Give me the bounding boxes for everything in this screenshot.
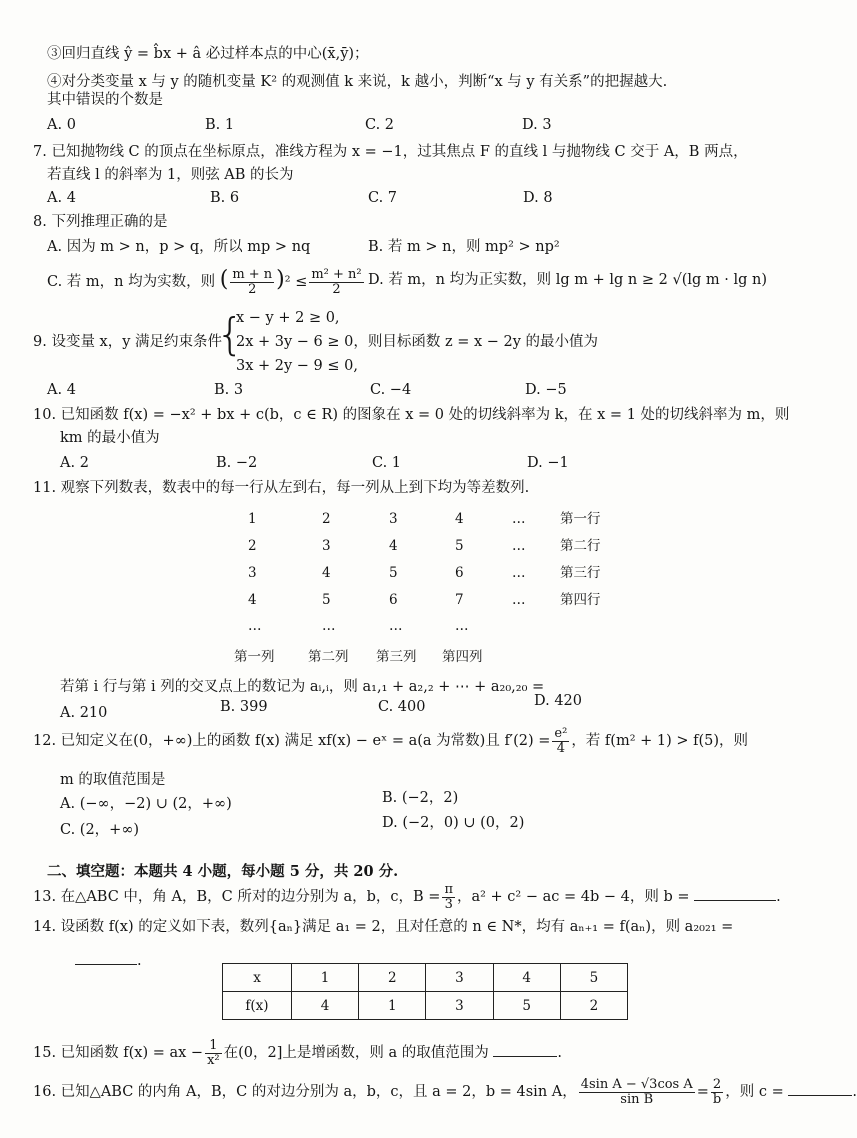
q8-c-right-paren: ) — [276, 267, 285, 292]
q12-frac-den: 4 — [556, 740, 565, 756]
grid-number: … — [322, 618, 336, 634]
q8-option-b: B. 若 m > n，则 mp² > np² — [368, 239, 560, 255]
q6-item3: ③回归直线 ŷ = b̂x + â 必过样本点的中心(x̄,ȳ)； — [47, 46, 369, 62]
table-cell: 4 — [292, 992, 359, 1020]
q7-option-d: D. 8 — [523, 190, 553, 206]
q16-text-post: ，则 c = — [725, 1084, 784, 1100]
q8-option-c — [47, 262, 366, 300]
table-cell: 5 — [560, 964, 627, 992]
row-label: 第二行 — [560, 538, 601, 554]
q14-end: . — [137, 953, 142, 969]
q11-option-a: A. 210 — [60, 705, 108, 721]
table-cell: 3 — [426, 992, 493, 1020]
q12-option-c: C. (2，+∞) — [60, 822, 140, 838]
q7-option-c: C. 7 — [368, 190, 398, 206]
q8-c-text: C. 若 m，n 均为实数，则 — [47, 274, 216, 290]
q15-answer-blank[interactable] — [493, 1042, 557, 1057]
q15-frac-num: 1 — [205, 1039, 222, 1054]
grid-number: 1 — [248, 511, 257, 527]
q15-text-pre: 15. 已知函数 f(x) = ax − — [33, 1045, 204, 1061]
row-label: 第一行 — [560, 511, 601, 527]
grid-number: 5 — [322, 592, 331, 608]
row-label: 第三行 — [560, 565, 601, 581]
q8-c-rhs-num: m² + n² — [311, 266, 362, 282]
q11-ask: 若第 i 行与第 i 列的交叉点上的数记为 aᵢ,ᵢ，则 a₁,₁ + a₂,₂ + ⋯ + a₂₀,₂₀ = — [60, 679, 545, 695]
q9-constraint-1: x − y + 2 ≥ 0, — [236, 310, 340, 326]
q12-line1 — [33, 724, 748, 758]
q8-c-rhs-den: 2 — [332, 281, 341, 297]
q11-option-b: B. 399 — [220, 699, 268, 715]
table-row-fx — [223, 992, 628, 1020]
col-label-2: 第二列 — [308, 649, 349, 665]
q10-line1: 10. 已知函数 f(x) = −x² + bx + c(b，c ∈ R) 的图象在 x = 0 处的切线斜率为 k，在 x = 1 处的切线斜率为 m，则 — [33, 407, 790, 423]
system-brace: { — [216, 309, 244, 360]
q16-line — [33, 1074, 857, 1110]
q8-option-d: D. 若 m，n 均为正实数，则 lg m + lg n ≥ 2 √(lg m · lg n) — [368, 272, 767, 288]
grid-number: 3 — [322, 538, 331, 554]
q14-answer-blank[interactable] — [75, 950, 137, 965]
grid-number: … — [512, 511, 526, 527]
grid-number: … — [455, 618, 469, 634]
table-row-x — [223, 964, 628, 992]
q12-fraction — [552, 727, 569, 756]
q16-eq: = — [696, 1084, 709, 1100]
table-cell: 4 — [493, 964, 560, 992]
q10-option-d: D. −1 — [527, 455, 569, 471]
q16-frac2-num: 2 — [711, 1078, 723, 1093]
q7-line2: 若直线 l 的斜率为 1，则弦 AB 的长为 — [47, 167, 294, 183]
grid-number: 2 — [248, 538, 257, 554]
table-cell: 1 — [359, 992, 426, 1020]
q10-option-b: B. −2 — [216, 455, 258, 471]
q6-stem: 其中错误的个数是 — [47, 92, 163, 108]
q6-option-c: C. 2 — [365, 117, 395, 133]
q6-option-d: D. 3 — [522, 117, 552, 133]
q9-option-c: C. −4 — [370, 382, 412, 398]
q8-stem: 8. 下列推理正确的是 — [33, 214, 168, 230]
q16-frac2-den: b — [712, 1091, 722, 1107]
q10-option-c: C. 1 — [372, 455, 402, 471]
col-label-1: 第一列 — [234, 649, 275, 665]
q13-text-post: ，a² + c² − ac = 4b − 4，则 b = — [456, 889, 690, 905]
q10-option-a: A. 2 — [60, 455, 89, 471]
q15-frac-den: x² — [207, 1052, 220, 1068]
q7-line1: 7. 已知抛物线 C 的顶点在坐标原点，准线方程为 x = −1，过其焦点 F 的直线 l 与抛物线 C 交于 A，B 两点， — [33, 144, 748, 160]
table-cell: 3 — [426, 964, 493, 992]
q16-frac1-num: 4sin A − √3cos A — [580, 1076, 693, 1092]
q12-option-a: A. (−∞，−2) ∪ (2，+∞) — [60, 796, 232, 812]
q9-pre: 9. 设变量 x，y 满足约束条件 — [33, 334, 223, 350]
q9-constraint-3: 3x + 2y − 9 ≤ 0, — [236, 358, 358, 374]
grid-number: … — [389, 618, 403, 634]
q6-option-a: A. 0 — [47, 117, 76, 133]
q8-c-left-paren: ( — [219, 267, 229, 292]
q8-c-mid: ² ≤ — [284, 274, 308, 290]
col-label-4: 第四列 — [442, 649, 483, 665]
grid-number: 4 — [455, 511, 464, 527]
q7-option-b: B. 6 — [210, 190, 240, 206]
q12-option-b: B. (−2，2) — [382, 790, 459, 806]
q10-line2: km 的最小值为 — [60, 430, 160, 446]
grid-number: 5 — [455, 538, 464, 554]
section-heading: 二、填空题：本题共 4 小题，每小题 5 分，共 20 分. — [47, 863, 399, 880]
grid-number: 6 — [455, 565, 464, 581]
grid-number: 4 — [248, 592, 257, 608]
q9-option-d: D. −5 — [525, 382, 567, 398]
grid-number: 4 — [389, 538, 398, 554]
table-cell: 5 — [493, 992, 560, 1020]
q12-text-post: ，若 f(m² + 1) > f(5)，则 — [571, 733, 749, 749]
table-header-fx: f(x) — [223, 992, 292, 1020]
q12-option-d: D. (−2，0) ∪ (0，2) — [382, 815, 525, 831]
q13-frac-num: π — [444, 881, 453, 897]
q7-option-a: A. 4 — [47, 190, 76, 206]
q14-line2 — [75, 950, 142, 971]
q12-line2: m 的取值范围是 — [60, 772, 166, 788]
grid-number: 3 — [248, 565, 257, 581]
q13-line — [33, 880, 781, 914]
q14-line1: 14. 设函数 f(x) 的定义如下表，数列{aₙ}满足 a₁ = 2，且对任意的 n ∈ N*，均有 aₙ₊₁ = f(aₙ)，则 a₂₀₂₁ = — [33, 919, 734, 935]
q13-end: . — [776, 889, 781, 905]
q9-option-a: A. 4 — [47, 382, 76, 398]
col-label-3: 第三列 — [376, 649, 417, 665]
q6-option-b: B. 1 — [205, 117, 235, 133]
grid-number: 3 — [389, 511, 398, 527]
grid-number: … — [248, 618, 262, 634]
q11-option-c: C. 400 — [378, 699, 426, 715]
grid-number: 7 — [455, 592, 464, 608]
q9-constraint-2: 2x + 3y − 6 ≥ 0，则目标函数 z = x − 2y 的最小值为 — [236, 334, 599, 350]
grid-number: … — [512, 592, 526, 608]
q15-text-post: 在(0，2]上是增函数，则 a 的取值范围为 — [223, 1045, 489, 1061]
q8-c-lhs-num: m + n — [232, 266, 273, 282]
q13-answer-blank[interactable] — [694, 886, 776, 901]
q13-fraction — [442, 883, 455, 912]
grid-number: 2 — [322, 511, 331, 527]
q11-option-d: D. 420 — [534, 693, 583, 709]
q16-fraction-2 — [711, 1078, 723, 1107]
q13-frac-den: 3 — [444, 896, 453, 912]
q16-fraction-1 — [579, 1078, 695, 1107]
q12-text-pre: 12. 已知定义在(0，+∞)上的函数 f(x) 满足 xf(x) − eˣ = a(a 为常数)且 f′(2) = — [33, 733, 551, 749]
q16-frac1-den: sin B — [620, 1091, 654, 1107]
grid-number: 6 — [389, 592, 398, 608]
table-cell: 2 — [359, 964, 426, 992]
q12-frac-num: e² — [554, 725, 568, 741]
table-header-x: x — [223, 964, 292, 992]
q16-end: . — [852, 1084, 857, 1100]
grid-number: … — [512, 538, 526, 554]
grid-number: … — [512, 565, 526, 581]
q6-item4: ④对分类变量 x 与 y 的随机变量 K² 的观测值 k 来说，k 越小，判断“x 与 y 有关系”的把握越大. — [47, 74, 668, 90]
q15-line — [33, 1036, 562, 1070]
table-cell: 1 — [292, 964, 359, 992]
q8-c-lhs-fraction — [230, 268, 274, 297]
q16-text-pre: 16. 已知△ABC 的内角 A，B，C 的对边分别为 a，b，c，且 a = 2，b = 4sin A， — [33, 1084, 577, 1100]
function-table — [222, 963, 628, 1020]
q15-end: . — [557, 1045, 562, 1061]
q13-text-pre: 13. 在△ABC 中，角 A，B，C 所对的边分别为 a，b，c，B = — [33, 889, 441, 905]
q8-option-a: A. 因为 m > n，p > q，所以 mp > nq — [47, 239, 311, 255]
row-label: 第四行 — [560, 592, 601, 608]
q8-c-lhs-den: 2 — [248, 281, 257, 297]
q11-stem: 11. 观察下列数表，数表中的每一行从左到右，每一列从上到下均为等差数列. — [33, 480, 530, 496]
q16-answer-blank[interactable] — [788, 1081, 852, 1096]
q8-c-rhs-fraction — [309, 268, 363, 297]
q15-fraction — [205, 1039, 222, 1068]
table-cell: 2 — [560, 992, 627, 1020]
q9-option-b: B. 3 — [214, 382, 244, 398]
grid-number: 5 — [389, 565, 398, 581]
grid-number: 4 — [322, 565, 331, 581]
